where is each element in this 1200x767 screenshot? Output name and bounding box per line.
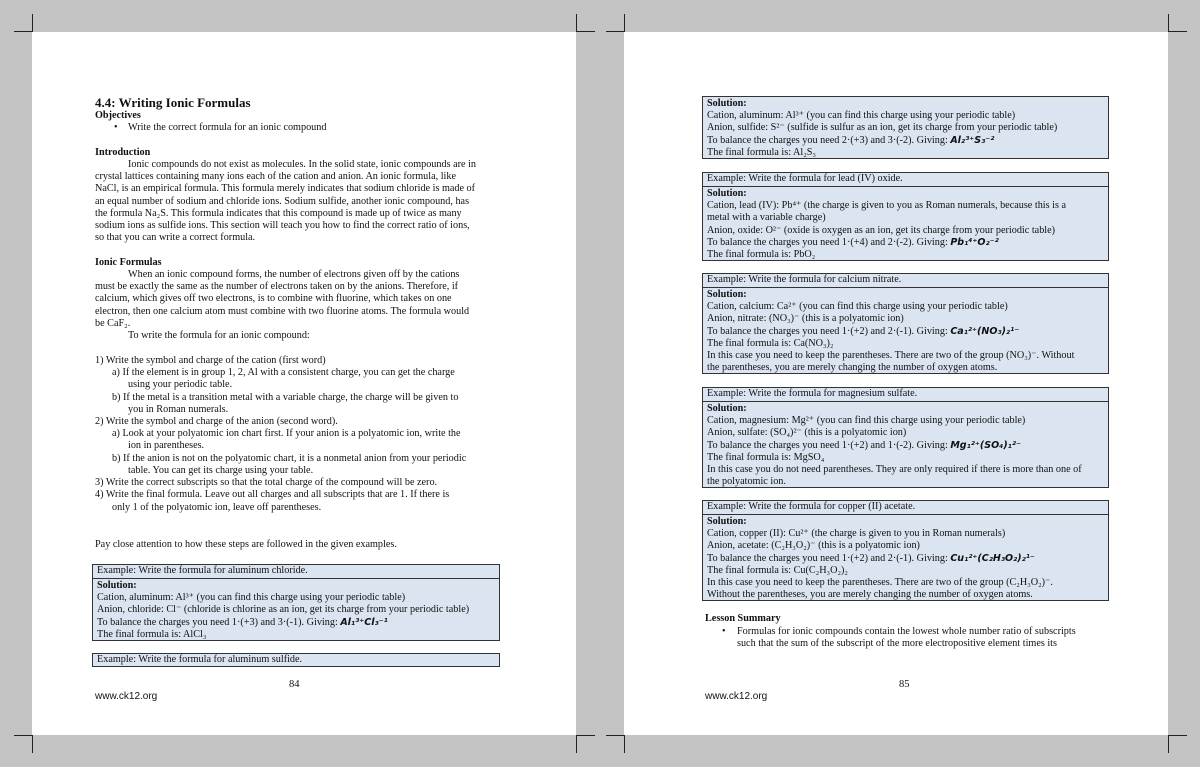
solution-line: To balance the charges you need 1·(+4) and 2·(-2). Giving: <box>707 236 948 248</box>
step-line: a) Look at your polyatomic ion chart first. If your anion is a polyatomic ion, write the <box>112 428 461 439</box>
page-number: 85 <box>899 679 910 690</box>
balanced-formula: Al₁³⁺Cl₃⁻¹ <box>340 616 388 628</box>
final-formula: The final formula is: Al₂S₃ <box>707 146 816 158</box>
step-line: b) If the anion is not on the polyatomic chart, it is a nonmetal anion from your periodic <box>112 453 467 464</box>
crop-mark <box>577 735 595 736</box>
solution-note: Without the parentheses, you are merely changing the number of oxygen atoms. <box>707 589 1033 601</box>
page-number: 84 <box>289 679 300 690</box>
solution-line: Cation, aluminum: Al³⁺ (you can find this charge using your periodic table) <box>707 110 1016 122</box>
example-box-calcium-nitrate <box>702 273 1109 374</box>
solution-line: Anion, sulfide: S²⁻ (sulfide is sulfur as an ion, get its charge from your periodic table) <box>707 122 1058 134</box>
crop-mark <box>606 735 624 736</box>
balanced-formula: Al₂³⁺S₃⁻² <box>950 134 995 146</box>
crop-mark <box>32 735 33 753</box>
solution-line: Cation, lead (IV): Pb⁴⁺ (the charge is given to you as Roman numerals, because this is a <box>707 200 1066 212</box>
solution-label: Solution: <box>97 580 137 591</box>
final-formula: The final formula is: PbO₂ <box>707 249 816 261</box>
crop-mark <box>606 31 624 32</box>
example-header: Example: Write the formula for copper (II) acetate. <box>703 501 1108 515</box>
solution-note: In this case you need to keep the parentheses. There are two of the group (NO₃)⁻. Without <box>707 350 1075 362</box>
footer-url: www.ck12.org <box>705 691 768 702</box>
solution-box-aluminum-sulfide <box>702 96 1109 159</box>
crop-mark <box>32 14 33 32</box>
solution-line: Cation, aluminum: Al³⁺ (you can find this charge using your periodic table) <box>97 592 406 604</box>
crop-mark <box>1168 735 1169 753</box>
paragraph-line: crystal lattices containing many ions each of the cation and anion. An ionic formula, like <box>95 171 456 182</box>
crop-mark <box>1169 31 1187 32</box>
crop-mark <box>1169 735 1187 736</box>
crop-mark <box>14 735 32 736</box>
example-box-copper-acetate <box>702 500 1109 601</box>
balanced-formula: Ca₁²⁺(NO₃)₂¹⁻ <box>950 325 1020 337</box>
example-box-aluminum-chloride <box>92 564 500 641</box>
bullet-icon: • <box>722 626 726 637</box>
final-formula: The final formula is: MgSO₄ <box>707 451 825 463</box>
paragraph-line: electron, then one calcium atom must combine with two fluorine atoms. The formula would <box>95 306 470 317</box>
solution-line: Cation, copper (II): Cu²⁺ (the charge is given to you in Roman numerals) <box>707 528 1006 540</box>
balanced-formula: Cu₁²⁺(C₂H₃O₂)₂¹⁻ <box>950 552 1035 564</box>
solution-note: In this case you do not need parentheses. They are only required if there is more than one of <box>707 464 1082 476</box>
solution-line: Cation, magnesium: Mg²⁺ (you can find this charge using your periodic table) <box>707 415 1026 427</box>
solution-label: Solution: <box>707 516 747 527</box>
introduction-heading: Introduction <box>95 147 151 158</box>
example-header: Example: Write the formula for aluminum chloride. <box>93 565 499 579</box>
solution-line: Anion, nitrate: (NO₃)⁻ (this is a polyatomic ion) <box>707 313 904 325</box>
step-line: 2) Write the symbol and charge of the anion (second word). <box>95 416 338 427</box>
solution-label: Solution: <box>707 403 747 414</box>
example-header: Example: Write the formula for magnesium sulfate. <box>703 388 1108 402</box>
example-box-magnesium-sulfate <box>702 387 1109 488</box>
example-header: Example: Write the formula for aluminum sulfide. <box>97 654 303 665</box>
solution-note: the polyatomic ion. <box>707 476 786 488</box>
solution-line: metal with a variable charge) <box>707 212 826 224</box>
solution-note: the parentheses, you are merely changing the number of oxygen atoms. <box>707 362 998 374</box>
solution-label: Solution: <box>707 289 747 300</box>
paragraph-line: so that you can write a correct formula. <box>95 232 256 243</box>
paragraph-line: sodium ions as sulfide ions. This section will teach you how to find the correct ratio of ions, <box>95 220 470 231</box>
crop-mark <box>624 14 625 32</box>
step-line: 1) Write the symbol and charge of the cation (first word) <box>95 355 326 366</box>
step-line: b) If the metal is a transition metal with a variable charge, the charge will be given to <box>112 392 459 403</box>
balanced-formula: Mg₁²⁺(SO₄)₁²⁻ <box>950 439 1022 451</box>
final-formula: The final formula is: AlCl₃ <box>97 628 207 640</box>
paragraph-line: calcium, which gives off two electrons, is to combine with fluorine, which takes on one <box>95 293 452 304</box>
solution-line: Anion, chloride: Cl⁻ (chloride is chlorine as an ion, get its charge from your periodic table) <box>97 604 470 616</box>
solution-label: Solution: <box>707 188 747 199</box>
summary-line: Formulas for ionic compounds contain the lowest whole number ratio of subscripts <box>737 626 1076 637</box>
balanced-formula: Pb₁⁴⁺O₂⁻² <box>950 236 999 248</box>
solution-label: Solution: <box>707 98 747 109</box>
lesson-summary-heading: Lesson Summary <box>705 613 781 624</box>
crop-mark <box>576 735 577 753</box>
solution-line: Cation, calcium: Ca²⁺ (you can find this charge using your periodic table) <box>707 301 1008 313</box>
solution-line: Anion, sulfate: (SO₄)²⁻ (this is a polyatomic ion) <box>707 427 907 439</box>
footer-url: www.ck12.org <box>95 691 158 702</box>
paragraph-line: To write the formula for an ionic compound: <box>128 330 310 341</box>
paragraph-line: When an ionic compound forms, the number of electrons given off by the cations <box>128 269 460 280</box>
bullet-icon: • <box>114 122 118 133</box>
solution-note: In this case you need to keep the parentheses. There are two of the group (C₂H₃O₂)⁻. <box>707 577 1053 589</box>
paragraph-line: the formula Na₂S. This formula indicates that this compound is made up of twice as many <box>95 208 462 219</box>
paragraph-line: Ionic compounds do not exist as molecules. In the solid state, ionic compounds are in <box>128 159 477 170</box>
step-line: 4) Write the final formula. Leave out all charges and all subscripts that are 1. If there is <box>95 489 450 500</box>
crop-mark <box>577 31 595 32</box>
solution-line: To balance the charges you need 2·(+3) and 3·(-2). Giving: <box>707 134 948 146</box>
crop-mark <box>1168 14 1169 32</box>
final-formula: The final formula is: Ca(NO₃)₂ <box>707 337 834 349</box>
section-title: 4.4: Writing Ionic Formulas <box>95 95 251 110</box>
solution-line: To balance the charges you need 1·(+2) and 1·(-2). Giving: <box>707 439 948 451</box>
step-line: ion in parentheses. <box>128 440 205 451</box>
final-formula: The final formula is: Cu(C₂H₃O₂)₂ <box>707 564 848 576</box>
objective-item: Write the correct formula for an ionic compound <box>128 122 327 133</box>
solution-line: Anion, acetate: (C₂H₃O₂)⁻ (this is a polyatomic ion) <box>707 540 920 552</box>
solution-line: Anion, oxide: O²⁻ (oxide is oxygen as an ion, get its charge from your periodic table) <box>707 224 1056 236</box>
step-line: you in Roman numerals. <box>128 404 229 415</box>
example-box-aluminum-sulfide <box>92 653 500 667</box>
example-header: Example: Write the formula for lead (IV) oxide. <box>703 173 1108 187</box>
step-line: a) If the element is in group 1, 2, Al with a consistent charge, you can get the charge <box>112 367 455 378</box>
solution-line: To balance the charges you need 1·(+2) and 2·(-1). Giving: <box>707 325 948 337</box>
paragraph-line: NaCl, is an empirical formula. This formula merely indicates that sodium chloride is made of <box>95 183 476 194</box>
step-line: using your periodic table. <box>128 379 233 390</box>
ionic-formulas-heading: Ionic Formulas <box>95 257 162 268</box>
example-box-lead-oxide <box>702 172 1109 261</box>
example-header: Example: Write the formula for calcium nitrate. <box>703 274 1108 288</box>
summary-line: such that the sum of the subscript of the more electropositive element times its <box>737 638 1057 649</box>
step-line: 3) Write the correct subscripts so that the total charge of the compound will be zero. <box>95 477 438 488</box>
objectives-heading: Objectives <box>95 110 141 121</box>
crop-mark <box>576 14 577 32</box>
crop-mark <box>14 31 32 32</box>
step-line: only 1 of the polyatomic ion, leave off parentheses. <box>112 502 322 513</box>
crop-mark <box>624 735 625 753</box>
attention-note: Pay close attention to how these steps are followed in the given examples. <box>95 539 397 550</box>
paragraph-line: be CaF₂. <box>95 318 131 329</box>
solution-line: To balance the charges you need 1·(+3) and 3·(-1). Giving: <box>97 616 338 628</box>
paragraph-line: an equal number of sodium and chloride ions. Sodium sulfide, another ionic compound, has <box>95 196 470 207</box>
solution-line: To balance the charges you need 1·(+2) and 2·(-1). Giving: <box>707 552 948 564</box>
paragraph-line: must be exactly the same as the number of electrons taken on by the anions. Therefore, if <box>95 281 459 292</box>
step-line: table. You can get its charge using your table. <box>128 465 314 476</box>
